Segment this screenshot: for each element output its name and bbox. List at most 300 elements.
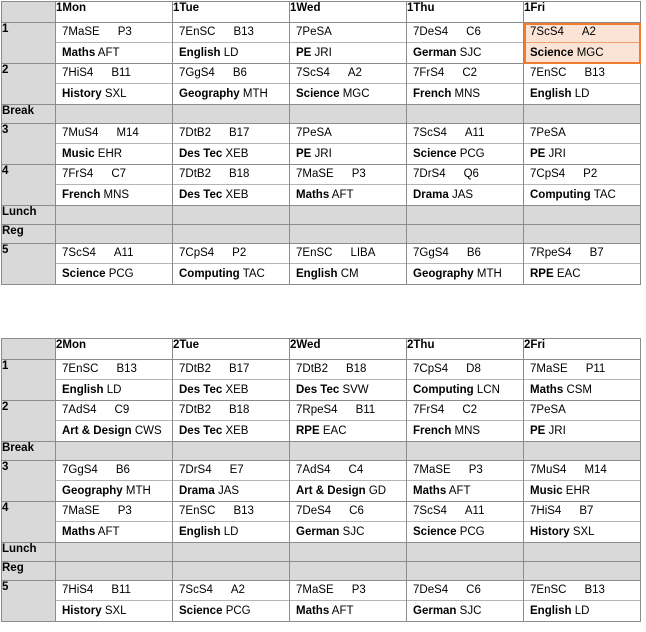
lesson-cell[interactable] bbox=[290, 124, 407, 165]
teacher-code: CSM bbox=[566, 384, 592, 396]
class-code: 7ScS4 bbox=[62, 247, 96, 259]
lesson-cell[interactable] bbox=[290, 165, 407, 206]
subject-teacher-line bbox=[407, 600, 523, 621]
subject-teacher-line bbox=[290, 42, 406, 63]
subject-name: German bbox=[413, 47, 457, 59]
lesson-cell[interactable] bbox=[56, 401, 173, 442]
week2-timetable bbox=[1, 338, 641, 622]
subject-name: English bbox=[179, 526, 221, 538]
room-code: B11 bbox=[355, 404, 376, 416]
day-header: 1Thu bbox=[407, 2, 524, 23]
subject-name: Computing bbox=[530, 189, 591, 201]
corner-cell bbox=[2, 2, 56, 23]
subject-teacher-line bbox=[56, 600, 172, 621]
subject-name: RPE bbox=[296, 425, 320, 437]
subject-name: Computing bbox=[413, 384, 474, 396]
class-code: 7HiS4 bbox=[62, 584, 94, 596]
teacher-code: AFT bbox=[97, 47, 120, 59]
teacher-code: LD bbox=[223, 526, 239, 538]
teacher-code: EHR bbox=[565, 485, 591, 497]
period-row bbox=[2, 23, 641, 64]
lesson-cell[interactable] bbox=[290, 502, 407, 543]
teacher-code: CM bbox=[340, 268, 359, 280]
subject-name: Maths bbox=[296, 605, 330, 617]
break-row bbox=[2, 543, 641, 562]
room-code: P3 bbox=[117, 505, 132, 517]
class-room-line bbox=[407, 23, 523, 42]
class-room-line bbox=[56, 502, 172, 521]
subject-teacher-line bbox=[407, 480, 523, 501]
class-room-line bbox=[407, 502, 523, 521]
subject-teacher-line bbox=[290, 480, 406, 501]
subject-teacher-line bbox=[524, 379, 640, 400]
period-label: 5 bbox=[2, 244, 56, 285]
subject-teacher-line bbox=[290, 263, 406, 284]
lesson-cell[interactable] bbox=[173, 124, 290, 165]
lesson-cell[interactable] bbox=[524, 401, 641, 442]
subject-teacher-line bbox=[407, 521, 523, 542]
period-row bbox=[2, 360, 641, 401]
subject-teacher-line bbox=[290, 521, 406, 542]
class-room-line bbox=[524, 244, 640, 263]
period-row bbox=[2, 124, 641, 165]
lesson-cell[interactable] bbox=[290, 23, 407, 64]
class-code: 7DrS4 bbox=[413, 168, 446, 180]
subject-name: PE bbox=[530, 148, 546, 160]
room-code: P3 bbox=[351, 168, 366, 180]
lesson-cell[interactable] bbox=[407, 23, 524, 64]
class-code: 7DtB2 bbox=[179, 363, 211, 375]
lesson-cell[interactable] bbox=[173, 502, 290, 543]
lesson-cell[interactable] bbox=[524, 124, 641, 165]
subject-name: Drama bbox=[179, 485, 215, 497]
lesson-cell[interactable] bbox=[56, 581, 173, 622]
lesson-cell[interactable] bbox=[407, 64, 524, 105]
lesson-cell[interactable] bbox=[407, 244, 524, 285]
subject-name: Drama bbox=[413, 189, 449, 201]
subject-name: English bbox=[530, 88, 572, 100]
class-code: 7RpeS4 bbox=[530, 247, 572, 259]
subject-name: Science bbox=[530, 47, 574, 59]
lesson-cell[interactable] bbox=[173, 64, 290, 105]
room-code: C7 bbox=[111, 168, 127, 180]
teacher-code: SXL bbox=[104, 88, 127, 100]
corner-cell bbox=[2, 339, 56, 360]
subject-teacher-line bbox=[56, 420, 172, 441]
subject-name: RPE bbox=[530, 268, 554, 280]
lesson-cell[interactable] bbox=[56, 502, 173, 543]
room-code: B13 bbox=[584, 67, 605, 79]
teacher-code: TAC bbox=[593, 189, 616, 201]
room-code: B11 bbox=[111, 67, 131, 79]
empty-cell bbox=[524, 543, 641, 562]
room-code: A2 bbox=[347, 67, 362, 79]
day-header: 1Wed bbox=[290, 2, 407, 23]
class-room-line bbox=[290, 581, 406, 600]
period-row bbox=[2, 64, 641, 105]
class-room-line bbox=[173, 23, 289, 42]
teacher-code: AFT bbox=[448, 485, 471, 497]
lesson-cell[interactable] bbox=[173, 461, 290, 502]
room-code: A2 bbox=[581, 26, 596, 38]
class-room-line bbox=[290, 502, 406, 521]
lesson-cell[interactable] bbox=[407, 124, 524, 165]
lesson-cell[interactable] bbox=[407, 360, 524, 401]
lesson-cell[interactable] bbox=[407, 581, 524, 622]
room-code: P2 bbox=[583, 168, 598, 180]
lesson-cell[interactable] bbox=[524, 502, 641, 543]
subject-teacher-line bbox=[290, 600, 406, 621]
empty-cell bbox=[407, 225, 524, 244]
lesson-cell[interactable] bbox=[524, 581, 641, 622]
lesson-cell[interactable] bbox=[173, 165, 290, 206]
period-row bbox=[2, 581, 641, 622]
lesson-cell[interactable] bbox=[173, 244, 290, 285]
teacher-code: SVW bbox=[342, 384, 369, 396]
class-room-line bbox=[524, 23, 640, 42]
subject-name: Maths bbox=[62, 47, 96, 59]
class-room-line bbox=[290, 165, 406, 184]
class-room-line bbox=[524, 124, 640, 143]
subject-name: English bbox=[179, 47, 221, 59]
subject-name: History bbox=[530, 526, 570, 538]
lesson-cell[interactable] bbox=[524, 64, 641, 105]
class-room-line bbox=[524, 581, 640, 600]
lesson-cell[interactable] bbox=[407, 461, 524, 502]
teacher-code: LD bbox=[223, 47, 239, 59]
class-code: 7DeS4 bbox=[413, 26, 449, 38]
subject-name: Music bbox=[530, 485, 563, 497]
subject-teacher-line bbox=[56, 143, 172, 164]
class-room-line bbox=[524, 502, 640, 521]
subject-name: PE bbox=[296, 47, 312, 59]
class-room-line bbox=[407, 401, 523, 420]
day-header-row bbox=[2, 339, 641, 360]
teacher-code: MTH bbox=[242, 88, 268, 100]
empty-cell bbox=[173, 543, 290, 562]
lesson-cell[interactable] bbox=[173, 23, 290, 64]
subject-teacher-line bbox=[407, 143, 523, 164]
room-code: C4 bbox=[348, 464, 364, 476]
lesson-cell[interactable] bbox=[56, 124, 173, 165]
class-code: 7MuS4 bbox=[530, 464, 567, 476]
room-code: B13 bbox=[116, 363, 137, 375]
room-code: A2 bbox=[230, 584, 245, 596]
lesson-cell[interactable] bbox=[56, 244, 173, 285]
room-code: B6 bbox=[115, 464, 130, 476]
period-row bbox=[2, 401, 641, 442]
empty-cell bbox=[56, 105, 173, 124]
class-room-line bbox=[173, 502, 289, 521]
lesson-cell[interactable] bbox=[290, 401, 407, 442]
subject-teacher-line bbox=[56, 480, 172, 501]
class-code: 7ScS4 bbox=[413, 127, 447, 139]
break-row bbox=[2, 442, 641, 461]
subject-teacher-line bbox=[56, 42, 172, 63]
subject-name: Science bbox=[296, 88, 340, 100]
class-room-line bbox=[407, 64, 523, 83]
lesson-cell[interactable] bbox=[56, 360, 173, 401]
teacher-code: MNS bbox=[103, 189, 130, 201]
subject-name: Science bbox=[62, 268, 106, 280]
class-code: 7EnSC bbox=[179, 505, 216, 517]
empty-cell bbox=[290, 442, 407, 461]
room-code: LIBA bbox=[350, 247, 376, 259]
period-label: Lunch bbox=[2, 206, 56, 225]
break-row bbox=[2, 562, 641, 581]
room-code: Q6 bbox=[463, 168, 479, 180]
subject-teacher-line bbox=[524, 600, 640, 621]
class-room-line bbox=[290, 64, 406, 83]
subject-teacher-line bbox=[407, 263, 523, 284]
class-room-line bbox=[173, 244, 289, 263]
lesson-cell[interactable] bbox=[524, 23, 641, 64]
class-code: 7MaSE bbox=[296, 168, 334, 180]
subject-teacher-line bbox=[290, 143, 406, 164]
room-code: B18 bbox=[228, 404, 250, 416]
class-room-line bbox=[173, 401, 289, 420]
room-code: B13 bbox=[233, 26, 254, 38]
teacher-code: JRI bbox=[314, 47, 332, 59]
period-row bbox=[2, 461, 641, 502]
lesson-cell[interactable] bbox=[290, 461, 407, 502]
room-code: B17 bbox=[228, 363, 250, 375]
subject-teacher-line bbox=[524, 42, 640, 63]
empty-cell bbox=[56, 562, 173, 581]
class-code: 7DtB2 bbox=[179, 127, 211, 139]
class-room-line bbox=[290, 401, 406, 420]
room-code: P3 bbox=[351, 584, 366, 596]
teacher-code: SXL bbox=[572, 526, 595, 538]
subject-teacher-line bbox=[56, 184, 172, 205]
room-code: B18 bbox=[345, 363, 367, 375]
class-code: 7DeS4 bbox=[296, 505, 332, 517]
class-code: 7AdS4 bbox=[296, 464, 331, 476]
class-code: 7GgS4 bbox=[413, 247, 449, 259]
subject-teacher-line bbox=[173, 263, 289, 284]
subject-teacher-line bbox=[524, 480, 640, 501]
class-room-line bbox=[290, 23, 406, 42]
empty-cell bbox=[173, 562, 290, 581]
class-room-line bbox=[173, 64, 289, 83]
teacher-code: JAS bbox=[218, 485, 240, 497]
subject-name: History bbox=[62, 605, 102, 617]
room-code: E7 bbox=[229, 464, 244, 476]
class-code: 7ScS4 bbox=[530, 26, 564, 38]
class-code: 7ScS4 bbox=[179, 584, 213, 596]
class-room-line bbox=[56, 401, 172, 420]
empty-cell bbox=[407, 543, 524, 562]
subject-teacher-line bbox=[173, 184, 289, 205]
lesson-cell[interactable] bbox=[173, 360, 290, 401]
class-room-line bbox=[290, 360, 406, 379]
class-room-line bbox=[56, 360, 172, 379]
teacher-code: PCG bbox=[108, 268, 134, 280]
lesson-cell[interactable] bbox=[407, 502, 524, 543]
class-room-line bbox=[407, 124, 523, 143]
empty-cell bbox=[524, 562, 641, 581]
lesson-cell[interactable] bbox=[56, 461, 173, 502]
day-header: 2Mon bbox=[56, 339, 173, 360]
class-room-line bbox=[290, 124, 406, 143]
room-code: B6 bbox=[466, 247, 481, 259]
class-code: 7MaSE bbox=[530, 363, 568, 375]
day-header: 2Thu bbox=[407, 339, 524, 360]
lesson-cell[interactable] bbox=[524, 360, 641, 401]
subject-name: Maths bbox=[296, 189, 330, 201]
teacher-code: JRI bbox=[548, 425, 566, 437]
period-label: Reg bbox=[2, 225, 56, 244]
class-code: 7FrS4 bbox=[62, 168, 94, 180]
class-code: 7EnSC bbox=[530, 67, 567, 79]
subject-name: Des Tec bbox=[179, 425, 223, 437]
class-room-line bbox=[56, 244, 172, 263]
lesson-cell[interactable] bbox=[407, 165, 524, 206]
class-room-line bbox=[407, 581, 523, 600]
empty-cell bbox=[290, 225, 407, 244]
class-room-line bbox=[56, 64, 172, 83]
subject-teacher-line bbox=[407, 83, 523, 104]
teacher-code: AFT bbox=[331, 605, 354, 617]
empty-cell bbox=[524, 206, 641, 225]
empty-cell bbox=[524, 105, 641, 124]
lesson-cell[interactable] bbox=[290, 360, 407, 401]
lesson-cell[interactable] bbox=[524, 461, 641, 502]
break-row bbox=[2, 225, 641, 244]
subject-teacher-line bbox=[407, 184, 523, 205]
day-header: 1Tue bbox=[173, 2, 290, 23]
subject-teacher-line bbox=[407, 420, 523, 441]
teacher-code: AFT bbox=[331, 189, 354, 201]
class-code: 7PeSA bbox=[296, 26, 332, 38]
lesson-cell[interactable] bbox=[56, 64, 173, 105]
class-room-line bbox=[524, 461, 640, 480]
lesson-cell[interactable] bbox=[290, 64, 407, 105]
empty-cell bbox=[407, 206, 524, 225]
break-row bbox=[2, 206, 641, 225]
subject-teacher-line bbox=[173, 379, 289, 400]
lesson-cell[interactable] bbox=[290, 244, 407, 285]
day-header: 2Tue bbox=[173, 339, 290, 360]
empty-cell bbox=[173, 225, 290, 244]
day-header-row bbox=[2, 2, 641, 23]
subject-name: Maths bbox=[530, 384, 564, 396]
subject-teacher-line bbox=[524, 521, 640, 542]
period-label: 1 bbox=[2, 360, 56, 401]
room-code: B17 bbox=[228, 127, 250, 139]
empty-cell bbox=[173, 206, 290, 225]
lesson-cell[interactable] bbox=[56, 165, 173, 206]
teacher-code: PCG bbox=[459, 148, 485, 160]
lesson-cell[interactable] bbox=[524, 165, 641, 206]
day-header: 2Fri bbox=[524, 339, 641, 360]
room-code: P2 bbox=[232, 247, 247, 259]
teacher-code: EAC bbox=[556, 268, 581, 280]
period-label: Reg bbox=[2, 562, 56, 581]
class-code: 7AdS4 bbox=[62, 404, 97, 416]
subject-name: Computing bbox=[179, 268, 240, 280]
subject-name: French bbox=[62, 189, 101, 201]
room-code: P3 bbox=[468, 464, 483, 476]
empty-cell bbox=[524, 225, 641, 244]
period-label: 3 bbox=[2, 461, 56, 502]
teacher-code: LCN bbox=[476, 384, 500, 396]
empty-cell bbox=[407, 562, 524, 581]
teacher-code: GD bbox=[368, 485, 387, 497]
class-code: 7MaSE bbox=[413, 464, 451, 476]
empty-cell bbox=[290, 543, 407, 562]
class-room-line bbox=[173, 124, 289, 143]
subject-name: French bbox=[413, 88, 452, 100]
class-code: 7FrS4 bbox=[413, 404, 445, 416]
teacher-code: MNS bbox=[454, 88, 481, 100]
subject-name: Geography bbox=[413, 268, 474, 280]
class-code: 7FrS4 bbox=[413, 67, 445, 79]
lesson-cell[interactable] bbox=[290, 581, 407, 622]
class-room-line bbox=[524, 64, 640, 83]
week1-timetable bbox=[1, 1, 641, 285]
lesson-cell[interactable] bbox=[173, 401, 290, 442]
subject-name: Maths bbox=[413, 485, 447, 497]
lesson-cell[interactable] bbox=[173, 581, 290, 622]
empty-cell bbox=[290, 206, 407, 225]
lesson-cell[interactable] bbox=[407, 401, 524, 442]
period-label: 2 bbox=[2, 64, 56, 105]
teacher-code: XEB bbox=[225, 425, 249, 437]
room-code: C6 bbox=[466, 584, 481, 596]
teacher-code: AFT bbox=[97, 526, 120, 538]
empty-cell bbox=[173, 105, 290, 124]
class-room-line bbox=[173, 581, 289, 600]
class-code: 7GgS4 bbox=[62, 464, 98, 476]
subject-name: PE bbox=[530, 425, 546, 437]
day-header: 1Fri bbox=[524, 2, 641, 23]
subject-teacher-line bbox=[290, 83, 406, 104]
subject-name: PE bbox=[296, 148, 312, 160]
subject-name: Des Tec bbox=[296, 384, 340, 396]
subject-teacher-line bbox=[173, 83, 289, 104]
subject-name: Geography bbox=[62, 485, 123, 497]
empty-cell bbox=[524, 442, 641, 461]
room-code: B13 bbox=[584, 584, 605, 596]
room-code: B13 bbox=[233, 505, 254, 517]
period-row bbox=[2, 165, 641, 206]
class-room-line bbox=[524, 401, 640, 420]
room-code: B18 bbox=[228, 168, 250, 180]
empty-cell bbox=[56, 543, 173, 562]
subject-teacher-line bbox=[524, 420, 640, 441]
teacher-code: PCG bbox=[225, 605, 251, 617]
subject-name: English bbox=[296, 268, 338, 280]
empty-cell bbox=[56, 206, 173, 225]
subject-name: Science bbox=[413, 526, 457, 538]
class-code: 7CpS4 bbox=[413, 363, 449, 375]
class-code: 7MuS4 bbox=[62, 127, 99, 139]
empty-cell bbox=[173, 442, 290, 461]
room-code: M14 bbox=[116, 127, 139, 139]
subject-name: German bbox=[296, 526, 340, 538]
class-code: 7EnSC bbox=[179, 26, 216, 38]
lesson-cell[interactable] bbox=[56, 23, 173, 64]
subject-name: Science bbox=[179, 605, 223, 617]
lesson-cell[interactable] bbox=[524, 244, 641, 285]
teacher-code: XEB bbox=[225, 189, 249, 201]
subject-name: History bbox=[62, 88, 102, 100]
teacher-code: MTH bbox=[125, 485, 151, 497]
subject-teacher-line bbox=[524, 143, 640, 164]
subject-name: Des Tec bbox=[179, 384, 223, 396]
class-room-line bbox=[524, 360, 640, 379]
